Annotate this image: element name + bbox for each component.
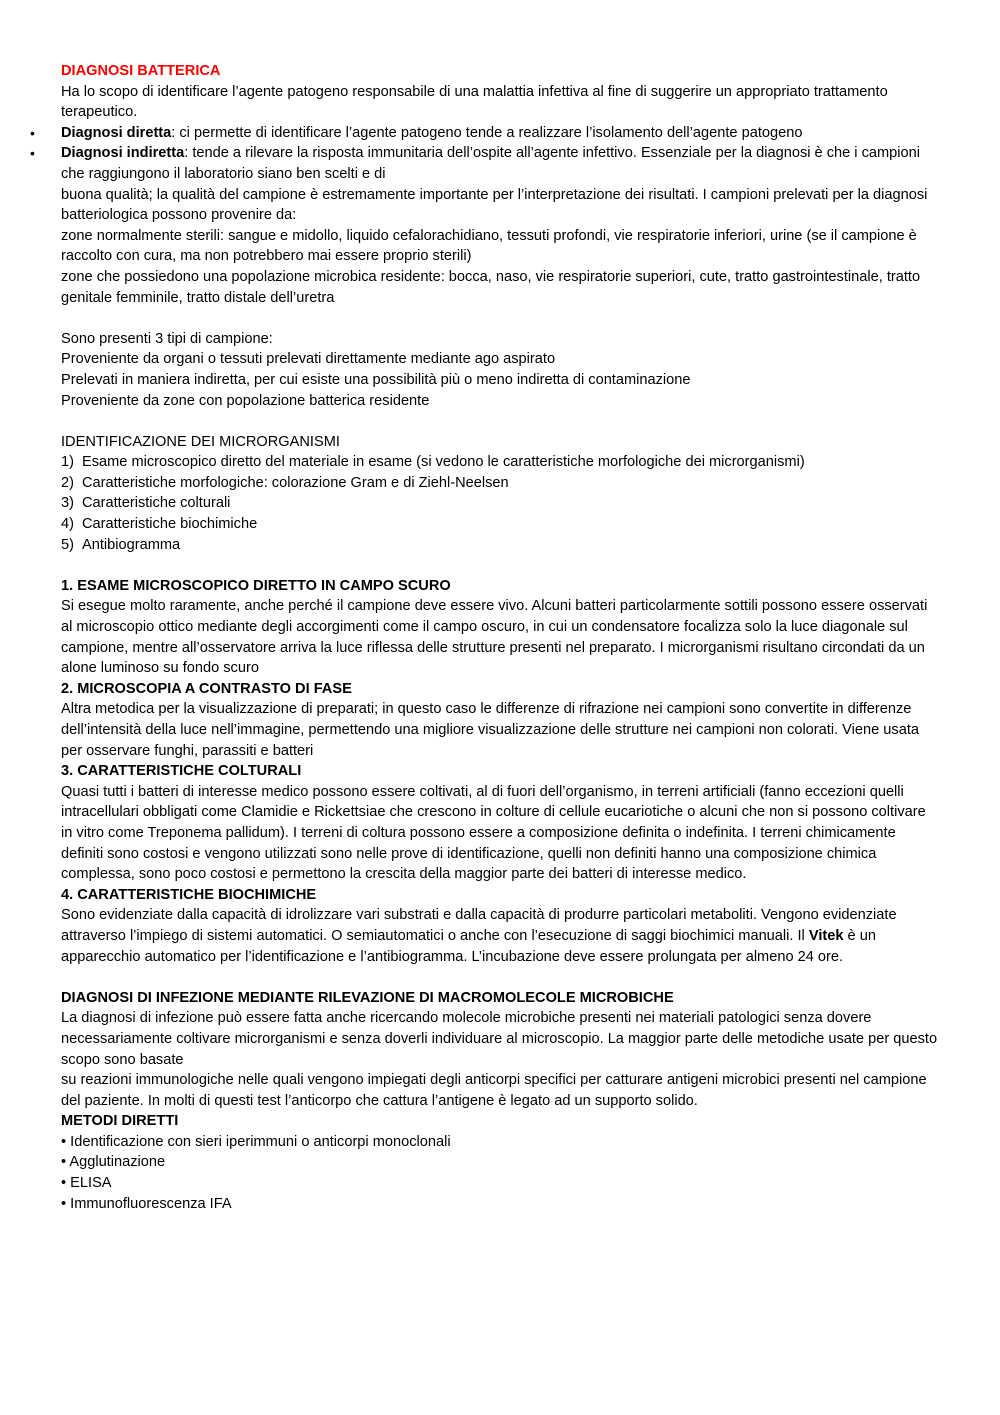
campioni-paragraph: buona qualità; la qualità del campione è estremamente importante per l’interpretazione dei risultati. I campioni prelevati per la diagnosi batteriologica possono provenire da:	[61, 186, 928, 224]
macromolecole-heading: DIAGNOSI DI INFEZIONE MEDIANTE RILEVAZIONE DI MACROMOLECOLE MICROBICHE	[61, 989, 674, 1006]
intro-paragraph: Ha lo scopo di identificare l’agente patogeno responsabile di una malattia infettiva al fine di suggerire un appropriato trattamento terapeutico.	[61, 83, 888, 121]
section-heading: 3. CARATTERISTICHE COLTURALI	[61, 763, 302, 780]
spacer	[61, 308, 941, 329]
bullet-dot-icon: •	[30, 124, 35, 141]
numbered-list-item	[61, 473, 941, 494]
zone-residenti-paragraph: zone che possiedono una popolazione microbica residente: bocca, naso, vie respiratorie superiori, cute, tratto gastrointestinale, tratto genitale femminile, tratto distale dell’uretra	[61, 268, 921, 306]
vitek-term: Vitek	[808, 927, 844, 944]
spacer	[61, 555, 941, 576]
diagnosi-indiretta-label: Diagnosi indiretta	[61, 145, 185, 162]
tipi-campione-item: Proveniente da zone con popolazione batterica residente	[61, 392, 430, 409]
section-body: Quasi tutti i batteri di interesse medico possono essere coltivati, al di fuori dell’organismo, in terreni artificiali (fanno eccezioni quelli intracellulari obbligati come Clamidie e Rickettsiae che crescono in colture di cellule eucariotiche o alcuni che non si possono coltivare in vitro come Treponema pallidum). I terreni di coltura possono essere a composizione definita o indefinita. I terreni chimicamente definiti sono costosi e vengono utilizzati sono nelle prove di identificazione, quelli non definiti hanno una composizione chimica complessa, sono poco costosi e permettono la crescita della maggior parte dei batteri di interesse medico.	[61, 783, 926, 883]
metodi-diretti-heading: METODI DIRETTI	[61, 1113, 179, 1130]
numbered-list-item	[61, 452, 941, 473]
identificazione-title: IDENTIFICAZIONE DEI MICRORGANISMI	[61, 433, 340, 450]
section-heading: 2. MICROSCOPIA A CONTRASTO DI FASE	[61, 680, 352, 697]
section-body-text: Sono evidenziate dalla capacità di idrolizzare vari substrati e dalla capacità di produrre particolari metaboliti. Vengono evidenziate attraverso l’impiego di sistemi automatici. O semiautomatici o anche con l’esecuzione di saggi biochimici manuali. Il	[61, 907, 897, 944]
section-heading: 1. ESAME MICROSCOPICO DIRETTO IN CAMPO SCURO	[61, 577, 451, 594]
tipi-campione-intro: Sono presenti 3 tipi di campione:	[61, 330, 273, 347]
section-body: Altra metodica per la visualizzazione di preparati; in questo caso le differenze di rifrazione nei campioni sono convertite in differenze dell’intensità della luce nell’immagine, permettendo una migliore visualizzazione delle strutture nei campioni non colorati. Viene usata per osservare funghi, parassiti e batteri	[61, 701, 920, 759]
list-number: 4)	[61, 516, 74, 533]
list-number: 2)	[61, 474, 74, 491]
bullet-item-diagnosi-indiretta	[30, 143, 941, 184]
numbered-list-item	[61, 535, 941, 556]
diagnosi-diretta-label: Diagnosi diretta	[61, 124, 172, 141]
section-body-text: è un apparecchio automatico per l’identificazione e l’antibiogramma. L’incubazione deve essere prolungata per almeno 24 ore.	[61, 927, 876, 965]
bullet-dot-icon: •	[30, 145, 35, 162]
spacer	[61, 411, 941, 432]
macromolecole-body: su reazioni immunologiche nelle quali vengono impiegati degli anticorpi specifici per catturare antigeni microbici presenti nel campione del paziente. In molti di questi test l’anticorpo che cattura l’antigene è legato ad un supporto solido.	[61, 1072, 927, 1109]
diagnosi-diretta-text: : ci permette di identificare l’agente patogeno tende a realizzare l’isolamento dell’agente patogeno	[171, 124, 803, 141]
list-number: 1)	[61, 454, 74, 471]
metodi-diretti-item: • Immunofluorescenza IFA	[61, 1195, 232, 1212]
section-body	[61, 905, 941, 967]
numbered-list-item	[61, 493, 941, 514]
list-item-text: Caratteristiche morfologiche: colorazione Gram e di Ziehl-Neelsen	[82, 474, 509, 491]
list-item-text: Caratteristiche colturali	[82, 495, 231, 512]
section-heading: 4. CARATTERISTICHE BIOCHIMICHE	[61, 886, 317, 903]
bullet-item-diagnosi-diretta	[30, 123, 941, 144]
numbered-list-item	[61, 514, 941, 535]
macromolecole-body: La diagnosi di infezione può essere fatta anche ricercando molecole microbiche presenti nei materiali patologici senza dovere necessariamente coltivare microrganismi e senza doverli individuare al microscopio. La maggior parte delle metodiche usate per questo scopo sono basate	[61, 1010, 938, 1068]
list-number: 5)	[61, 536, 74, 553]
spacer	[61, 967, 941, 988]
list-number: 3)	[61, 495, 74, 512]
list-item-text: Antibiogramma	[82, 536, 181, 553]
metodi-diretti-item: • ELISA	[61, 1175, 112, 1192]
list-item-text: Esame microscopico diretto del materiale in esame (si vedono le caratteristiche morfologiche dei microrganismi)	[82, 454, 805, 471]
tipi-campione-item: Proveniente da organi o tessuti prelevati direttamente mediante ago aspirato	[61, 351, 556, 368]
section-body: Si esegue molto raramente, anche perché il campione deve essere vivo. Alcuni batteri particolarmente sottili possono essere osservati al microscopio ottico mediante degli accorgimenti come il campo oscuro, in cui un condensatore focalizza solo la luce diagonale sul campione, mentre all’osservatore arriva la luce riflessa delle strutture presenti nel preparato. I microrganismi risultano circondati da un alone luminoso su fondo scuro	[61, 598, 928, 677]
document-page	[30, 61, 941, 1214]
zone-sterili-paragraph: zone normalmente sterili: sangue e midollo, liquido cefalorachidiano, tessuti profondi, vie respiratorie inferiori, urine (se il campione è raccolto con cura, ma non potrebbero mai essere proprio sterili)	[61, 227, 917, 265]
metodi-diretti-item: • Agglutinazione	[61, 1154, 166, 1171]
document-title: DIAGNOSI BATTERICA	[61, 63, 221, 79]
list-item-text: Caratteristiche biochimiche	[82, 516, 258, 533]
diagnosi-indiretta-text: : tende a rilevare la risposta immunitaria dell’ospite all’agente infettivo. Essenziale per la diagnosi è che i campioni che raggiungono il laboratorio siano ben scelti e di	[61, 145, 921, 182]
tipi-campione-item: Prelevati in maniera indiretta, per cui esiste una possibilità più o meno indiretta di contaminazione	[61, 371, 691, 388]
metodi-diretti-item: • Identificazione con sieri iperimmuni o anticorpi monoclonali	[61, 1133, 451, 1150]
